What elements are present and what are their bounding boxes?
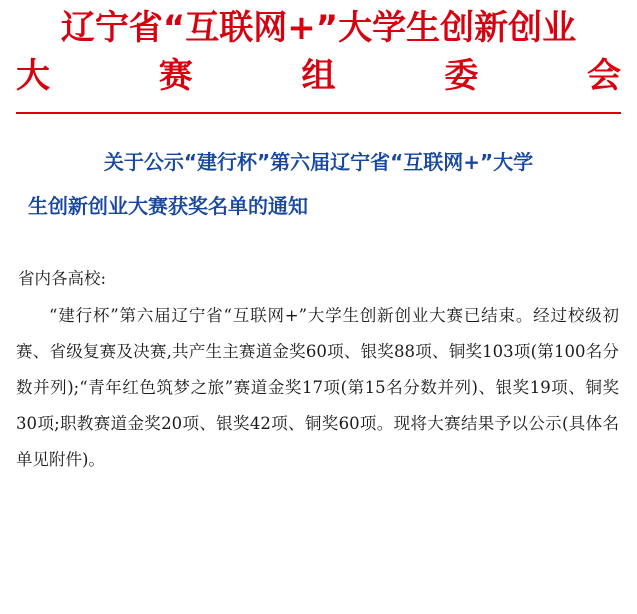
page-title-line-1: 关于公示“建行杯”第六届辽宁省“互联网+”大学	[103, 150, 534, 174]
masthead-line-2: 大赛组委会	[16, 56, 621, 96]
masthead-line-1: 辽宁省“互联网+”大学生创新创业	[60, 8, 577, 48]
page-title-line-2: 生创新创业大赛获奖名单的通知	[28, 194, 308, 218]
body-paragraph: “建行杯”第六届辽宁省“互联网+”大学生创新创业大赛已结束。经过校级初赛、省级复赛及决赛,共产生主赛道金奖60项、银奖88项、铜奖103项(第100名分数并列);“青年红色筑梦之旅”赛道金奖17项(第15名分数并列)、银奖19项、铜奖30项;职教赛道金奖20项、银奖42项、铜奖60项。现将大赛结果予以公示(具体名单见附件)。	[16, 306, 619, 469]
page-title	[16, 140, 621, 228]
salutation: 省内各高校:	[18, 269, 107, 288]
masthead	[16, 0, 621, 98]
header-divider-rule	[16, 112, 621, 114]
